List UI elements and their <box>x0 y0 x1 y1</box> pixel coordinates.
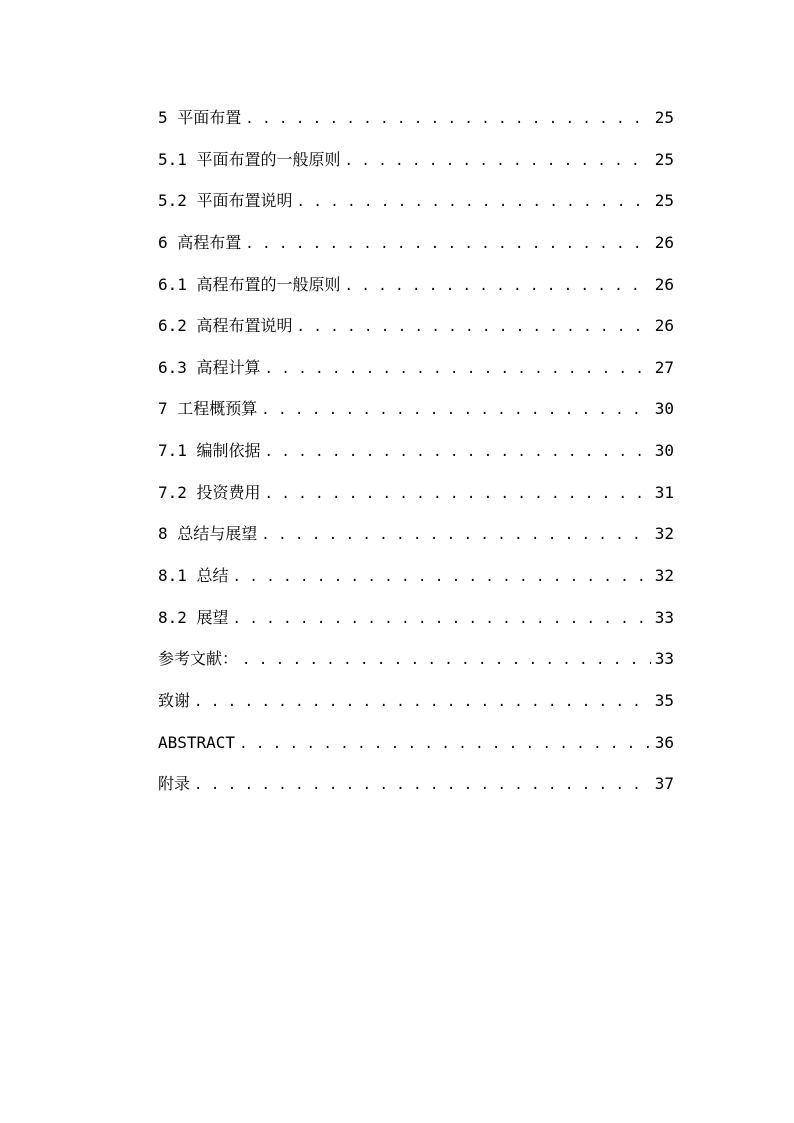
toc-entry-title: ABSTRACT <box>158 732 236 752</box>
toc-entry-title: 7.2 投资费用 <box>158 482 261 502</box>
toc-entry-title: 5.2 平面布置说明 <box>158 191 293 211</box>
toc-dot-leader <box>297 316 651 338</box>
toc-dot-leader <box>245 108 650 130</box>
toc-entry-page: 26 <box>654 274 674 294</box>
toc-entry[interactable] <box>158 149 674 191</box>
toc-entry-page: 27 <box>654 357 674 377</box>
toc-dot-leader <box>233 608 651 630</box>
toc-entry[interactable] <box>158 565 674 607</box>
toc-entry[interactable] <box>158 232 674 274</box>
toc-entry-page: 25 <box>654 108 674 127</box>
toc-entry[interactable] <box>158 690 674 732</box>
toc-entry-page: 26 <box>654 316 674 336</box>
toc-entry-page: 33 <box>654 649 674 669</box>
toc-entry-title: 8.1 总结 <box>158 566 229 586</box>
toc-entry-page: 30 <box>654 441 674 461</box>
toc-dot-leader <box>245 233 650 255</box>
toc-entry[interactable] <box>158 107 674 149</box>
toc-entry-title: 5.1 平面布置的一般原则 <box>158 149 341 169</box>
toc-entry-title: 附录 <box>158 774 191 794</box>
toc-entry-page: 33 <box>654 607 674 627</box>
toc-entry[interactable] <box>158 523 674 565</box>
toc-dot-leader <box>194 691 651 713</box>
toc-entry[interactable] <box>158 440 674 482</box>
toc-dot-leader <box>345 275 651 297</box>
toc-entry-title: 5 平面布置 <box>158 108 242 127</box>
toc-entry-title: 7 工程概预算 <box>158 399 258 419</box>
toc-entry[interactable] <box>158 274 674 316</box>
toc-entry-title: 7.1 编制依据 <box>158 441 261 461</box>
toc-dot-leader <box>239 733 651 755</box>
toc-entry-title: 6.2 高程布置说明 <box>158 316 293 336</box>
toc-dot-leader <box>265 441 651 463</box>
toc-entry-title: 参考文献： <box>158 649 239 669</box>
toc-entry-page: 32 <box>654 566 674 586</box>
toc-entry[interactable] <box>158 190 674 232</box>
toc-entry-page: 37 <box>654 774 674 794</box>
toc-dot-leader <box>194 774 651 796</box>
toc-entry-page: 31 <box>654 482 674 502</box>
toc-entry-title: 致谢 <box>158 690 191 710</box>
toc-entry-page: 30 <box>654 399 674 419</box>
toc-entry-title: 6.1 高程布置的一般原则 <box>158 274 341 294</box>
toc-dot-leader <box>297 191 651 213</box>
toc-entry[interactable] <box>158 482 674 524</box>
toc-entry[interactable] <box>158 773 674 815</box>
toc-dot-leader <box>242 649 651 671</box>
toc-entry-title: 6.3 高程计算 <box>158 357 261 377</box>
toc-entry-page: 26 <box>654 232 674 252</box>
toc-entry-page: 25 <box>654 191 674 211</box>
toc-entry[interactable] <box>158 315 674 357</box>
toc-entry-title: 6 高程布置 <box>158 232 242 252</box>
toc-entry[interactable] <box>158 607 674 649</box>
toc-entry[interactable] <box>158 398 674 440</box>
toc-entry[interactable] <box>158 648 674 690</box>
toc-dot-leader <box>261 399 650 421</box>
toc-entry-title: 8 总结与展望 <box>158 524 258 544</box>
toc-entry[interactable] <box>158 732 674 774</box>
toc-dot-leader <box>265 483 651 505</box>
toc-entry-page: 32 <box>654 524 674 544</box>
toc-dot-leader <box>345 150 651 172</box>
toc-dot-leader <box>261 524 650 546</box>
toc-dot-leader <box>265 358 651 380</box>
table-of-contents <box>158 107 674 815</box>
toc-entry-title: 8.2 展望 <box>158 607 229 627</box>
toc-dot-leader <box>233 566 651 588</box>
toc-entry-page: 36 <box>654 732 674 752</box>
toc-entry-page: 35 <box>654 690 674 710</box>
toc-entry[interactable] <box>158 357 674 399</box>
toc-entry-page: 25 <box>654 149 674 169</box>
